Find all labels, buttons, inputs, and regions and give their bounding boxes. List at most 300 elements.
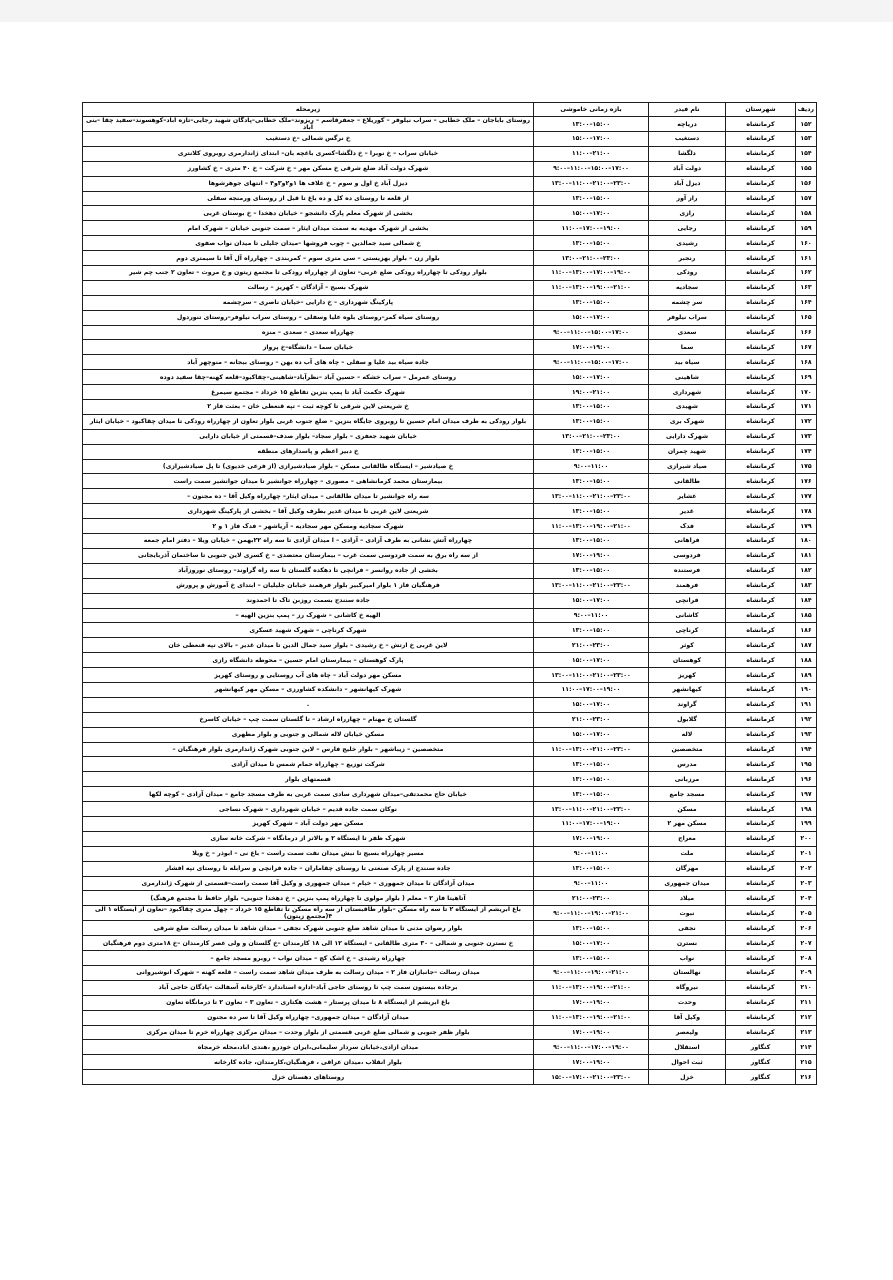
table-row <box>83 757 817 772</box>
cell-feeder: کیهانشهر <box>649 682 726 697</box>
cell-area: خ شریعتی لاین شرقی تا کوچه ثبت – تپه قنعطی خان – بعثت فاز ۲ <box>83 400 534 415</box>
cell-city: کرمانشاه <box>726 400 796 415</box>
cell-row-number: ۱۷۸ <box>796 504 817 519</box>
cell-city: کرمانشاه <box>726 980 796 995</box>
cell-time-range: ۱۱:۰۰–۱۳:۰۰–۱۹:۰۰–۲۱:۰۰ <box>534 1010 649 1025</box>
cell-area: مسکن خیابان لاله شمالی و جنوبی و بلوار مطهری <box>83 727 534 742</box>
cell-city: کرمانشاه <box>726 176 796 191</box>
cell-feeder: مدرس <box>649 757 726 772</box>
table-row <box>83 682 817 697</box>
cell-row-number: ۲۰۹ <box>796 965 817 980</box>
cell-city: کرمانشاه <box>726 608 796 623</box>
cell-feeder: رازی <box>649 206 726 221</box>
table-row <box>83 251 817 266</box>
cell-city: کرمانشاه <box>726 965 796 980</box>
cell-feeder: گلابول <box>649 712 726 727</box>
cell-feeder: کوهستان <box>649 653 726 668</box>
table-row <box>83 876 817 891</box>
cell-time-range: ۱۷:۰۰–۱۹:۰۰ <box>534 340 649 355</box>
cell-city: کرمانشاه <box>726 548 796 563</box>
cell-city: کرمانشاه <box>726 742 796 757</box>
cell-city: کرمانشاه <box>726 772 796 787</box>
cell-row-number: ۱۶۷ <box>796 340 817 355</box>
cell-time-range: ۱۳:۰۰–۱۵:۰۰ <box>534 563 649 578</box>
cell-time-range: ۱۳:۰۰–۱۱:۰۰–۲۱:۰۰–۲۳:۰۰ <box>534 176 649 191</box>
cell-area: جاده سیاه بید علیا و سفلی – چاه های آب ده بهن – روستای بیجانه – منوچهر آباد <box>83 355 534 370</box>
cell-feeder: راز آور <box>649 191 726 206</box>
table-row <box>83 921 817 936</box>
cell-feeder: رنجبر <box>649 251 726 266</box>
cell-feeder: وحدت <box>649 995 726 1010</box>
outage-schedule-table <box>82 102 817 1085</box>
cell-city: کرمانشاه <box>726 831 796 846</box>
cell-feeder: گراوند <box>649 697 726 712</box>
cell-city: کرمانشاه <box>726 846 796 861</box>
cell-area: بیمارستان محمد کرمانشاهی – مصوری – چهارراه جوانشیر تا میدان جوانشیر سمت راست <box>83 474 534 489</box>
cell-row-number: ۲۰۵ <box>796 906 817 921</box>
cell-row-number: ۱۷۰ <box>796 385 817 400</box>
cell-city: کرمانشاه <box>726 459 796 474</box>
cell-area: خ دبیر اعظم و پاسدارهای منطقه <box>83 444 534 459</box>
cell-time-range: ۱۳:۰۰–۱۱:۰۰–۲۱:۰۰–۲۳:۰۰ <box>534 578 649 593</box>
cell-time-range: ۱۵:۰۰–۱۷:۰۰–۲۱:۰۰–۲۳:۰۰ <box>534 1070 649 1085</box>
cell-row-number: ۱۵۹ <box>796 221 817 236</box>
cell-time-range: ۹:۰۰–۱۱:۰۰ <box>534 608 649 623</box>
cell-feeder: سما <box>649 340 726 355</box>
table-row <box>83 1040 817 1055</box>
cell-row-number: ۱۷۹ <box>796 519 817 534</box>
cell-row-number: ۲۰۶ <box>796 921 817 936</box>
table-row <box>83 995 817 1010</box>
table-row <box>83 1055 817 1070</box>
cell-time-range: ۹:۰۰–۱۱:۰۰ <box>534 876 649 891</box>
cell-area: بخشی از شهرک مهدیه به سمت میدان ایثار – سمت جنوبی خیابان – شهرک امام <box>83 221 534 236</box>
cell-area: برجاده بیستون سمت چپ تا روستای حاجی آباد–اداره استاندارد –کارخانه آسفالت –پادگان حاجی آباد <box>83 980 534 995</box>
table-row <box>83 280 817 295</box>
cell-feeder: میدان جمهوری <box>649 876 726 891</box>
cell-row-number: ۱۶۴ <box>796 295 817 310</box>
cell-row-number: ۲۰۷ <box>796 936 817 951</box>
cell-time-range: ۱۳:۰۰–۲۱:۰۰–۲۳:۰۰ <box>534 251 649 266</box>
cell-feeder: دولت آباد <box>649 161 726 176</box>
cell-row-number: ۱۹۴ <box>796 742 817 757</box>
cell-time-range: ۱۳:۰۰–۱۱:۰۰–۲۱:۰۰–۲۳:۰۰ <box>534 802 649 817</box>
cell-area: میدان ازادی،خیابان سردار سلیمانی،ایران خودرو ،هندی اباد،محله خرمجاه <box>83 1040 534 1055</box>
cell-area: بلوار رودکی به طرف میدان امام حسین تا روبروی جایگاه بنزین – ضلع جنوب غربی بلوار تعاون از چهارراه رودکی تا میدان چقاکبود – خیابان ایثار <box>83 414 534 429</box>
cell-row-number: ۲۰۲ <box>796 861 817 876</box>
table-row <box>83 742 817 757</box>
cell-row-number: ۱۵۶ <box>796 176 817 191</box>
cell-row-number: ۱۶۲ <box>796 266 817 281</box>
cell-feeder: شهرک بری <box>649 414 726 429</box>
cell-row-number: ۱۶۱ <box>796 251 817 266</box>
cell-row-number: ۱۵۵ <box>796 161 817 176</box>
table-row <box>83 653 817 668</box>
cell-area: مسیر چهارراه بسیج تا نبش میدان نفت سمت راست – باغ نی – ابوذر – خ ویلا <box>83 846 534 861</box>
table-row <box>83 1025 817 1040</box>
cell-area: شهرک بسیج – آزادگان – کهریز – رسالت <box>83 280 534 295</box>
cell-feeder: طالقانی <box>649 474 726 489</box>
cell-time-range: ۲۱:۰۰–۲۳:۰۰ <box>534 638 649 653</box>
cell-feeder: نیروگاه <box>649 980 726 995</box>
cell-feeder: کاشانی <box>649 608 726 623</box>
cell-row-number: ۱۵۷ <box>796 191 817 206</box>
cell-city: کرمانشاه <box>726 668 796 683</box>
cell-row-number: ۱۸۳ <box>796 578 817 593</box>
cell-city: کرمانشاه <box>726 266 796 281</box>
cell-area: بلوار زن – بلوار بهزیستی – سی متری سوم – کمربندی – چهارراه آل آقا تا سیمتری دوم <box>83 251 534 266</box>
cell-row-number: ۱۸۴ <box>796 593 817 608</box>
cell-time-range: ۱۳:۰۰–۱۵:۰۰ <box>534 504 649 519</box>
cell-time-range: ۱۵:۰۰–۱۷:۰۰ <box>534 206 649 221</box>
cell-time-range: ۱۵:۰۰–۱۷:۰۰ <box>534 132 649 147</box>
table-row <box>83 668 817 683</box>
table-row <box>83 489 817 504</box>
cell-row-number: ۱۸۹ <box>796 668 817 683</box>
cell-row-number: ۱۹۹ <box>796 816 817 831</box>
cell-row-number: ۲۱۲ <box>796 1010 817 1025</box>
cell-time-range: ۱۳:۰۰–۱۵:۰۰ <box>534 295 649 310</box>
cell-feeder: شهید چمران <box>649 444 726 459</box>
cell-city: کرمانشاه <box>726 638 796 653</box>
cell-time-range: ۱۳:۰۰–۱۵:۰۰ <box>534 236 649 251</box>
cell-row-number: ۲۰۴ <box>796 891 817 906</box>
table-row <box>83 146 817 161</box>
cell-area: روستای عمرمل – سراب خشکه – حسین آباد –نظرآباد–شاهینی–چقاکبود–قلعه کهنه–چقا سفید دوده <box>83 370 534 385</box>
cell-feeder: فرهمند <box>649 578 726 593</box>
table-row <box>83 772 817 787</box>
cell-time-range: ۱۱:۰۰–۱۳:۰۰–۱۹:۰۰–۲۱:۰۰ <box>534 980 649 995</box>
cell-city: کرمانشاه <box>726 474 796 489</box>
cell-row-number: ۱۵۲ <box>796 117 817 132</box>
cell-row-number: ۲۱۴ <box>796 1040 817 1055</box>
table-row <box>83 310 817 325</box>
cell-feeder: نهالستان <box>649 965 726 980</box>
cell-row-number: ۱۹۸ <box>796 802 817 817</box>
cell-time-range: ۱۷:۰۰–۱۹:۰۰ <box>534 1055 649 1070</box>
table-row <box>83 236 817 251</box>
cell-feeder: سجادیه <box>649 280 726 295</box>
cell-area: خیابان حاج محمدتقی–میدان شهرداری سادی سمت غربی به طرف مسجد جامع – میدان آزادی – کوچه لکها <box>83 787 534 802</box>
table-row <box>83 831 817 846</box>
cell-time-range: ۱۱:۰۰–۱۷:۰۰–۱۹:۰۰ <box>534 682 649 697</box>
cell-time-range: ۹:۰۰–۱۱:۰۰ <box>534 459 649 474</box>
cell-feeder: نسترن <box>649 936 726 951</box>
cell-area: میدان رسالت –جانبازان فاز ۲ – میدان رسالت به طرف میدان شاهد سمت راست – قلعه کهنه – شهرک انوشیروانی <box>83 965 534 980</box>
cell-row-number: ۱۹۷ <box>796 787 817 802</box>
cell-feeder: وکیل آقا <box>649 1010 726 1025</box>
cell-area: لاین غربی خ ارتش – خ رشیدی – بلوار سید جمال الدین تا میدان غدیر – بالای تپه قنعطی خان <box>83 638 534 653</box>
cell-row-number: ۱۵۳ <box>796 132 817 147</box>
cell-feeder: لاله <box>649 727 726 742</box>
cell-city: کرمانشاه <box>726 653 796 668</box>
cell-area: خ نسترن جنوبی و شمالی – ۳۰ متری طالقانی – ایستگاه ۱۲ الی ۱۸ کارمندان –خ گلستان و ولی عصر کارمندان –خ ۱۸متری دوم فرهنگیان <box>83 936 534 951</box>
top-bar <box>0 0 893 22</box>
table-row <box>83 176 817 191</box>
table-row <box>83 712 817 727</box>
table-row <box>83 980 817 995</box>
cell-area: متخصصین – زیباشهر – بلوار خلیج فارس – لاین جنوبی شهرک ژاندارمری بلوار فرهنگیان – <box>83 742 534 757</box>
cell-city: کرمانشاه <box>726 861 796 876</box>
cell-city: کرمانشاه <box>726 444 796 459</box>
cell-area: میدان آزادگان تا میدان جمهوری – خیام – میدان جمهوری و وکیل آقا سمت راست–قسمتی از شهرک ژاندارمری <box>83 876 534 891</box>
cell-area: قسمتهای بلوار <box>83 772 534 787</box>
cell-row-number: ۱۸۷ <box>796 638 817 653</box>
table-row <box>83 474 817 489</box>
cell-time-range: ۱۳:۰۰–۱۵:۰۰ <box>534 400 649 415</box>
cell-area: شهرک ظفر تا ایستگاه ۲ و بالاتر از درمانگاه – شرکت خانه سازی <box>83 831 534 846</box>
cell-time-range: ۹:۰۰–۱۱:۰۰–۱۹:۰۰–۲۱:۰۰ <box>534 906 649 921</box>
cell-feeder: صیاد شیرازی <box>649 459 726 474</box>
cell-city: کرمانشاه <box>726 221 796 236</box>
cell-city: کرمانشاه <box>726 414 796 429</box>
cell-city: کرمانشاه <box>726 355 796 370</box>
cell-time-range: ۹:۰۰–۱۱:۰۰–۱۵:۰۰–۱۷:۰۰ <box>534 355 649 370</box>
cell-feeder: دستغیب <box>649 132 726 147</box>
table-row <box>83 414 817 429</box>
cell-area: سه راه جوانشیر تا میدان طالقانی – میدان ایثار– چهارراه وکیل آقا – ده مجنون – <box>83 489 534 504</box>
cell-row-number: ۱۹۵ <box>796 757 817 772</box>
cell-city: کرمانشاه <box>726 757 796 772</box>
cell-time-range: ۱۱:۰۰–۱۳:۰۰–۲۱:۰۰–۲۳:۰۰ <box>534 742 649 757</box>
cell-area: پارکینگ شهرداری – خ دارایی –خیابان ناصری – سرچشمه <box>83 295 534 310</box>
table-row <box>83 355 817 370</box>
cell-time-range: ۱۵:۰۰–۱۷:۰۰ <box>534 310 649 325</box>
cell-feeder: مسجد جامع <box>649 787 726 802</box>
table-row <box>83 370 817 385</box>
cell-time-range: ۱۱:۰۰–۱۳:۰۰–۱۹:۰۰–۲۱:۰۰ <box>534 519 649 534</box>
cell-city: کرمانشاه <box>726 593 796 608</box>
cell-area: مسکن مهر دولت آباد – چاه های آب روستایی و روستای کهریز <box>83 668 534 683</box>
cell-area: خیابان سراب – خ نوبرا – خ دلگشا–کسری باغچه بان– ابتدای ژاندارمری روبروی کلانتری <box>83 146 534 161</box>
table-row <box>83 191 817 206</box>
table-row <box>83 400 817 415</box>
cell-time-range: ۱۵:۰۰–۱۷:۰۰ <box>534 936 649 951</box>
cell-city: کرمانشاه <box>726 951 796 966</box>
cell-area: خ صیادشیر – ایستگاه طالقانی مسکن – بلوار صیادشیرازی (از فرعی خدیوی) تا پل صیادشیرازی) <box>83 459 534 474</box>
cell-city: کرمانشاه <box>726 802 796 817</box>
table-row <box>83 459 817 474</box>
cell-area: بخشی از شهرک معلم پارک دانشجو – خیابان دهخدا – خ بوستان غربی <box>83 206 534 221</box>
cell-time-range: ۱۵:۰۰–۱۷:۰۰ <box>534 697 649 712</box>
table-row <box>83 534 817 549</box>
cell-row-number: ۱۶۵ <box>796 310 817 325</box>
table-row <box>83 519 817 534</box>
cell-row-number: ۱۶۰ <box>796 236 817 251</box>
cell-city: کرمانشاه <box>726 519 796 534</box>
cell-feeder: خزل <box>649 1070 726 1085</box>
cell-feeder: ثبت احوال <box>649 1055 726 1070</box>
cell-feeder: فرانچی <box>649 593 726 608</box>
cell-time-range: ۱۷:۰۰–۱۹:۰۰ <box>534 831 649 846</box>
cell-feeder: شهرداری <box>649 385 726 400</box>
table-row <box>83 117 817 132</box>
table-row <box>83 936 817 951</box>
cell-area: خ شمالی سید جمالدین – چوب فروشها –میدان جلیلی تا میدان نواب صفوی <box>83 236 534 251</box>
cell-time-range: ۹:۰۰–۱۱:۰۰–۱۹:۰۰–۲۱:۰۰ <box>534 965 649 980</box>
cell-city: کرمانشاه <box>726 429 796 444</box>
cell-city: کرمانشاه <box>726 161 796 176</box>
cell-time-range: ۱۳:۰۰–۱۵:۰۰ <box>534 191 649 206</box>
cell-area: گلستان خ مهنام – چهارراه ارشاد – تا گلستان سمت چپ – خیابان کاسرخ <box>83 712 534 727</box>
cell-time-range: ۹:۰۰–۱۱:۰۰–۱۵:۰۰–۱۷:۰۰ <box>534 325 649 340</box>
cell-city: کرمانشاه <box>726 132 796 147</box>
cell-row-number: ۱۹۰ <box>796 682 817 697</box>
cell-row-number: ۱۶۶ <box>796 325 817 340</box>
table-row <box>83 623 817 638</box>
cell-area: روستای باباجان – ملک خطابی – سراب نیلوفر – کوریلاغ – جعفرقاسم – ریزوند–ملک خطابی–پادگان شهید رجایی–تازه آباد–کوهسوند–سفید چقا –بنی آباد <box>83 117 534 132</box>
table-row <box>83 891 817 906</box>
cell-time-range: ۱۳:۰۰–۱۵:۰۰ <box>534 951 649 966</box>
cell-time-range: ۱۹:۰۰–۲۱:۰۰ <box>534 385 649 400</box>
cell-city: کرمانشاه <box>726 295 796 310</box>
cell-city: کرمانشاه <box>726 504 796 519</box>
cell-city: کرمانشاه <box>726 623 796 638</box>
cell-row-number: ۱۸۱ <box>796 548 817 563</box>
cell-row-number: ۱۹۳ <box>796 727 817 742</box>
cell-area: باغ ابریشم از ایستگاه ۸ تا میدان پرستار – هشت هکتاری – تعاون ۳ – تعاون ۲ تا درمانگاه تعاون <box>83 995 534 1010</box>
table-row <box>83 132 817 147</box>
cell-feeder: دلگشا <box>649 146 726 161</box>
cell-city: کرمانشاه <box>726 697 796 712</box>
cell-city: کرمانشاه <box>726 340 796 355</box>
cell-row-number: ۱۵۸ <box>796 206 817 221</box>
cell-row-number: ۱۹۶ <box>796 772 817 787</box>
table-row <box>83 563 817 578</box>
cell-city: کرمانشاه <box>726 921 796 936</box>
table-row <box>83 697 817 712</box>
cell-row-number: ۲۰۳ <box>796 876 817 891</box>
cell-city: کنگاور <box>726 1055 796 1070</box>
cell-row-number: ۱۹۱ <box>796 697 817 712</box>
cell-city: کرمانشاه <box>726 206 796 221</box>
cell-area: باغ ابریشم از ایستگاه ۲ تا سه راه مسکن –بلوار طاقبستان از سه راه مسکن تا تقاطع ۱۵ خرداد – چهل متری چقاکبود –تعاون از ایستگاه ۱ الی ۴(مجتمع زیتون) <box>83 906 534 921</box>
cell-feeder: غدیر <box>649 504 726 519</box>
table-row <box>83 816 817 831</box>
cell-time-range: ۱۷:۰۰–۱۹:۰۰ <box>534 995 649 1010</box>
cell-area: بخشی از جاده روانسر – فرانچی تا دهکده گلستان تا سه راه گراوند– روستای نوروزآباد <box>83 563 534 578</box>
cell-area: شهرک حکمت آباد تا پمپ بنزین تقاطع ۱۵ خرداد – مجتمع سیمرغ <box>83 385 534 400</box>
cell-city: کرمانشاه <box>726 1010 796 1025</box>
cell-time-range: ۱۳:۰۰–۱۵:۰۰ <box>534 757 649 772</box>
cell-city: کرمانشاه <box>726 816 796 831</box>
cell-time-range: ۱۱:۰۰–۲۱:۰۰ <box>534 146 649 161</box>
cell-area: بلوار انقلاب ،میدان عراقی ، فرهنگیان،کارمندان، جاده کارخانه <box>83 1055 534 1070</box>
cell-city: کرمانشاه <box>726 995 796 1010</box>
cell-city: کرمانشاه <box>726 280 796 295</box>
table-row <box>83 325 817 340</box>
cell-city: کرمانشاه <box>726 489 796 504</box>
cell-area: شهرک دولت آباد ضلع شرقی خ مسکن مهر – خ شرکت – خ ۴۰ متری – خ کشاورز <box>83 161 534 176</box>
cell-area: شهرک کیهانشهر – دانشکده کشاورزی – مسکن مهر کیهانشهر <box>83 682 534 697</box>
cell-city: کرمانشاه <box>726 310 796 325</box>
cell-time-range: ۹:۰۰–۱۱:۰۰–۱۷:۰۰–۱۹:۰۰ <box>534 1040 649 1055</box>
cell-area: جاده سنندج از پارک صنعتی تا روستای چقاماران – جاده فرانچی و سرابله تا روستای تپه افشار <box>83 861 534 876</box>
cell-time-range: ۱۵:۰۰–۱۷:۰۰ <box>534 653 649 668</box>
cell-city: کرمانشاه <box>726 787 796 802</box>
cell-city: کنگاور <box>726 1070 796 1085</box>
cell-city: کرمانشاه <box>726 876 796 891</box>
cell-city: کرمانشاه <box>726 578 796 593</box>
cell-area: شهرک کرناچی – شهرک شهید عسکری <box>83 623 534 638</box>
cell-time-range: ۱۳:۰۰–۱۵:۰۰ <box>534 414 649 429</box>
cell-feeder: شهیدی <box>649 400 726 415</box>
table-row <box>83 221 817 236</box>
cell-area: چهارراه آتش نشانی به طرف آزادی – آزادی – ا میدان آزادی تا سه راه ۲۲بهمن – خیابان ویلا – دفتر امام جمعه <box>83 534 534 549</box>
cell-time-range: ۱۳:۰۰–۱۵:۰۰ <box>534 861 649 876</box>
table-row <box>83 965 817 980</box>
cell-area: نوکان سمت جاده قدیم – خیابان شهرداری – شهرک نساجی <box>83 802 534 817</box>
cell-area: الهیه خ کاشانی – شهرک رز – پمپ بنزین الهیه – <box>83 608 534 623</box>
table-row <box>83 161 817 176</box>
cell-feeder: مسکن مهر ۲ <box>649 816 726 831</box>
cell-feeder: رجایی <box>649 221 726 236</box>
cell-time-range: ۱۵:۰۰–۱۷:۰۰ <box>534 727 649 742</box>
cell-feeder: فردوسی <box>649 548 726 563</box>
cell-area: . <box>83 697 534 712</box>
cell-feeder: میلاد <box>649 891 726 906</box>
cell-city: کرمانشاه <box>726 936 796 951</box>
cell-feeder: مرزبانی <box>649 772 726 787</box>
cell-area: فرهنگیان فاز ۱ بلوار امیرکبیر بلوار فرهمند خیابان جلیلیان – ابتدای خ آموزش و پرورش <box>83 578 534 593</box>
cell-feeder: دریاچه <box>649 117 726 132</box>
cell-time-range: ۱۳:۰۰–۱۵:۰۰ <box>534 921 649 936</box>
cell-row-number: ۲۰۱ <box>796 846 817 861</box>
cell-feeder: استقلال <box>649 1040 726 1055</box>
table-row <box>83 429 817 444</box>
cell-city: کرمانشاه <box>726 370 796 385</box>
cell-area: بلوار رضوان مدنی تا میدان شاهد ضلع جنوبی شهرک نجفی – میدان شاهد تا میدان رسالت ضلع شرقی <box>83 921 534 936</box>
cell-row-number: ۲۱۳ <box>796 1025 817 1040</box>
cell-city: کرمانشاه <box>726 325 796 340</box>
cell-row-number: ۱۷۳ <box>796 429 817 444</box>
cell-row-number: ۲۱۰ <box>796 980 817 995</box>
cell-time-range: ۱۷:۰۰–۱۹:۰۰ <box>534 548 649 563</box>
cell-time-range: ۹:۰۰–۱۱:۰۰–۱۵:۰۰–۱۷:۰۰ <box>534 161 649 176</box>
cell-feeder: کهریز <box>649 668 726 683</box>
cell-area: از قلعه تا روستای ده کل و ده باغ تا قبل از روستای ورمنجه سفلی <box>83 191 534 206</box>
cell-feeder: سعدی <box>649 325 726 340</box>
cell-row-number: ۲۱۱ <box>796 995 817 1010</box>
cell-area: بلوار رودکی تا چهارراه رودکی ضلع غربی– تعاون از چهارراه رودکی تا مجتمع زیتون و خ مروت – تعاون ۲ جنب چم شیر <box>83 266 534 281</box>
table-row <box>83 1010 817 1025</box>
cell-area: روستای سیاه کمر–روستای بلوه علیا وسفلی – روستای سراب نیلوفر–روستای تنوردول <box>83 310 534 325</box>
header-feeder: نام فیدر <box>649 103 726 117</box>
table-row <box>83 340 817 355</box>
cell-row-number: ۱۸۲ <box>796 563 817 578</box>
table-row <box>83 727 817 742</box>
cell-time-range: ۱۳:۰۰–۱۵:۰۰ <box>534 623 649 638</box>
table-row <box>83 861 817 876</box>
cell-feeder: مهرگان <box>649 861 726 876</box>
table-body <box>83 117 817 1085</box>
cell-area: شریعتی لاین غربی تا میدان غدیر بطرف وکیل آقا – بخشی از پارکینگ شهرداری <box>83 504 534 519</box>
cell-city: کرمانشاه <box>726 727 796 742</box>
cell-city: کرمانشاه <box>726 682 796 697</box>
cell-area: روستاهای دهستان خزل <box>83 1070 534 1085</box>
table-row <box>83 295 817 310</box>
header-city: شهرستان <box>726 103 796 117</box>
cell-time-range: ۱۱:۰۰–۱۷:۰۰–۱۹:۰۰ <box>534 816 649 831</box>
cell-feeder: شهرک دارایی <box>649 429 726 444</box>
cell-time-range: ۹:۰۰–۱۱:۰۰ <box>534 846 649 861</box>
cell-area: دیزل آباد خ اول و سوم – خ علاف ها ۱و۲و۳و۴ – انتهای جوهرشوها <box>83 176 534 191</box>
cell-row-number: ۱۷۷ <box>796 489 817 504</box>
table-row <box>83 1070 817 1085</box>
cell-time-range: ۱۳:۰۰–۱۵:۰۰ <box>534 117 649 132</box>
table-row <box>83 638 817 653</box>
cell-feeder: رودکی <box>649 266 726 281</box>
